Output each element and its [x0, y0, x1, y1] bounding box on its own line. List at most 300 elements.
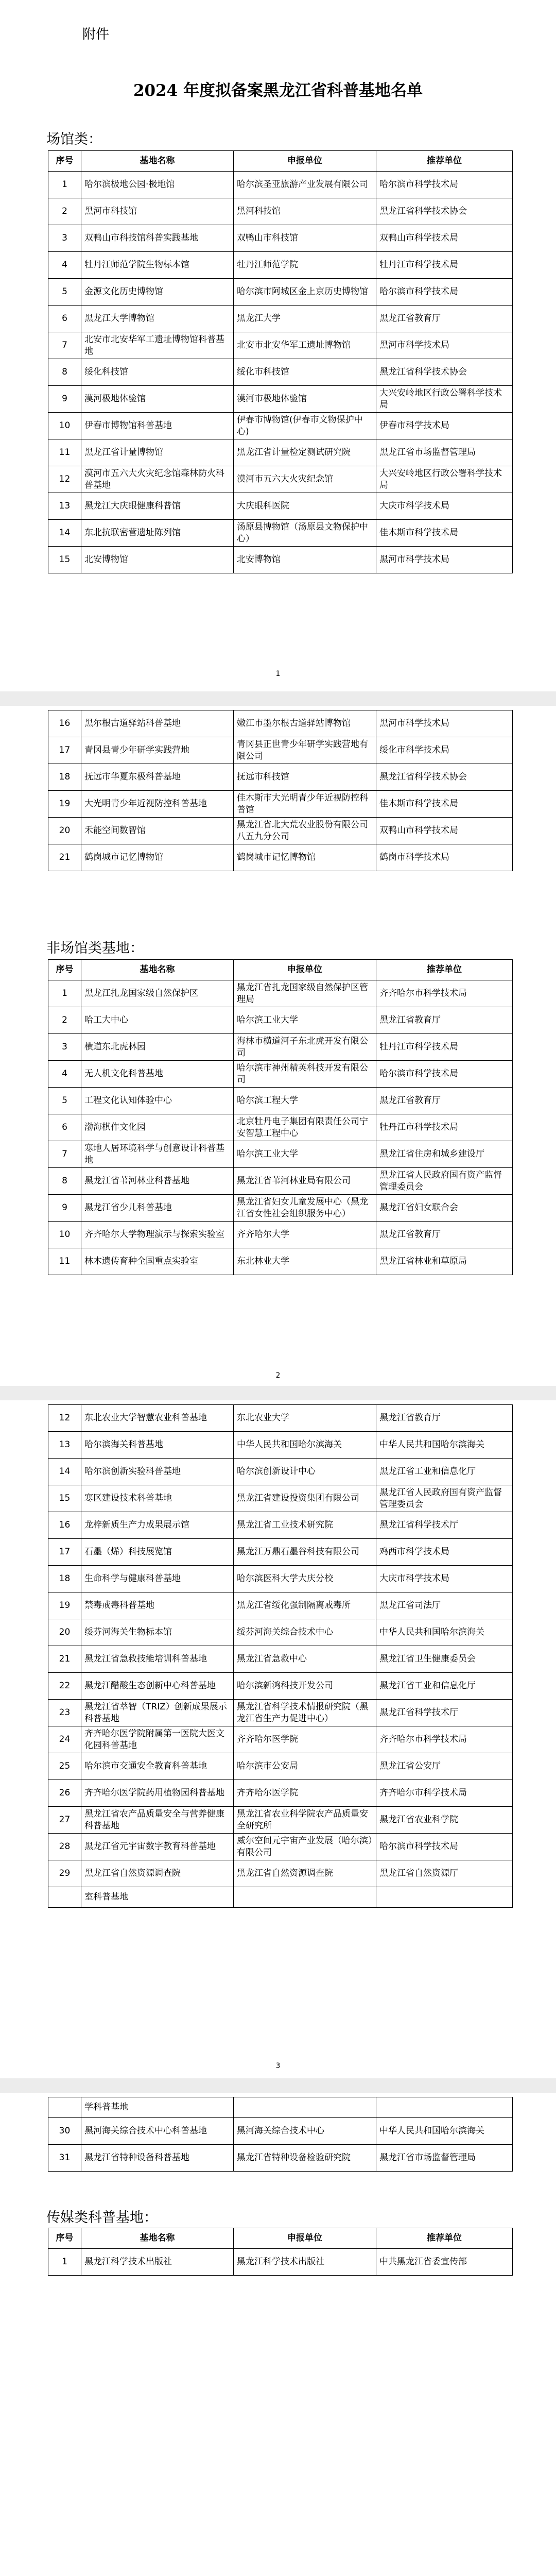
row-number: 21 — [48, 1646, 81, 1673]
row-number: 29 — [48, 1860, 81, 1887]
table-row — [48, 844, 513, 871]
row-base-name: 黑龙江省少儿科普基地 — [81, 1195, 234, 1222]
row-applicant: 哈尔滨创新设计中心 — [234, 1459, 376, 1485]
row-number: 9 — [48, 386, 81, 413]
row-recommender: 黑龙江省工业和信息化厅 — [376, 1459, 513, 1485]
row-base-name: 哈尔滨市交通安全教育科普基地 — [81, 1753, 234, 1780]
row-recommender: 双鸭山市科学技术局 — [376, 225, 513, 252]
row-recommender: 黑龙江省司法厅 — [376, 1592, 513, 1619]
row-base-name: 青冈县青少年研学实践营地 — [81, 737, 234, 764]
row-recommender: 佳木斯市科学技术局 — [376, 791, 513, 818]
row-recommender: 黑龙江省妇女联合会 — [376, 1195, 513, 1222]
row-number: 20 — [48, 1619, 81, 1646]
row-applicant: 黑龙江大学 — [234, 306, 376, 332]
table-row — [48, 1726, 513, 1753]
row-applicant: 黑龙江省建设投资集团有限公司 — [234, 1485, 376, 1512]
row-recommender: 大兴安岭地区行政公署科学技术局 — [376, 466, 513, 493]
table-row — [48, 547, 513, 573]
table-row — [48, 1007, 513, 1034]
row-number: 22 — [48, 1673, 81, 1700]
row-base-name: 齐齐哈尔医学院药用植物园科普基地 — [81, 1780, 234, 1807]
row-recommender: 黑河市科学技术局 — [376, 332, 513, 359]
row-number: 12 — [48, 1405, 81, 1432]
row-number: 4 — [48, 1061, 81, 1088]
row-applicant: 黑龙江省北大荒农业股份有限公司八五九分公司 — [234, 818, 376, 844]
row-applicant: 鹤岗城市记忆博物馆 — [234, 844, 376, 871]
row-applicant: 抚远市科技馆 — [234, 764, 376, 791]
table-row — [48, 1141, 513, 1168]
row-number: 15 — [48, 547, 81, 573]
row-number: 11 — [48, 439, 81, 466]
nonvenue-table-part-2 — [48, 1404, 513, 1908]
row-recommender: 黑龙江省教育厅 — [376, 1222, 513, 1248]
row-base-name: 伊春市博物馆科普基地 — [81, 413, 234, 439]
row-applicant: 齐齐哈尔大学 — [234, 1222, 376, 1248]
row-recommender: 黑龙江省科学技术协会 — [376, 359, 513, 386]
row-applicant: 哈尔滨新鸿科技开发公司 — [234, 1673, 376, 1700]
row-number: 17 — [48, 1539, 81, 1566]
row-recommender: 大庆市科学技术局 — [376, 1566, 513, 1592]
table-row — [48, 279, 513, 306]
row-base-name: 金源文化历史博物馆 — [81, 279, 234, 306]
row-recommender: 鹤岗市科学技术局 — [376, 844, 513, 871]
row-base-name: 黑龙江省急救技能培训科普基地 — [81, 1646, 234, 1673]
row-number: 3 — [48, 1034, 81, 1061]
row-recommender: 哈尔滨市科学技术局 — [376, 1834, 513, 1860]
table-row — [48, 1753, 513, 1780]
table-row — [48, 1485, 513, 1512]
page-number-2: 2 — [275, 1371, 281, 1380]
row-number: 1 — [48, 2249, 81, 2276]
table-row — [48, 1780, 513, 1807]
header-name: 基地名称 — [81, 2228, 234, 2249]
table-row — [48, 791, 513, 818]
table-row — [48, 1646, 513, 1673]
row-applicant: 海林市横道河子东北虎开发有限公司 — [234, 1034, 376, 1061]
row-number: 24 — [48, 1726, 81, 1753]
row-applicant: 齐齐哈尔医学院 — [234, 1726, 376, 1753]
row-recommender: 哈尔滨市科学技术局 — [376, 172, 513, 198]
row-applicant: 黑龙江省急救中心 — [234, 1646, 376, 1673]
row-recommender: 鸡西市科学技术局 — [376, 1539, 513, 1566]
header-no: 序号 — [48, 960, 81, 980]
row-recommender: 黑龙江省工业和信息化厅 — [376, 1673, 513, 1700]
row-number: 1 — [48, 172, 81, 198]
row-applicant: 哈尔滨医科大学大庆分校 — [234, 1566, 376, 1592]
row-number: 30 — [48, 2118, 81, 2145]
header-applicant: 申报单位 — [234, 2228, 376, 2249]
row-recommender: 黑龙江省教育厅 — [376, 1007, 513, 1034]
attachment-label: 附件 — [82, 27, 110, 42]
row-applicant: 绥化市科技馆 — [234, 359, 376, 386]
row-base-name: 哈尔滨创新实验科普基地 — [81, 1459, 234, 1485]
row-recommender: 黑龙江省卫生健康委员会 — [376, 1646, 513, 1673]
page-2 — [0, 706, 556, 1386]
row-base-name: 黑龙江省农产品质量安全与营养健康科普基地 — [81, 1807, 234, 1834]
row-number: 23 — [48, 1700, 81, 1726]
row-continuation: 室科普基地 — [81, 1887, 234, 1908]
row-recommender: 齐齐哈尔市科学技术局 — [376, 980, 513, 1007]
row-applicant: 黑龙江科学技术出版社 — [234, 2249, 376, 2276]
table-row — [48, 198, 513, 225]
row-base-name: 禁毒戒毒科普基地 — [81, 1592, 234, 1619]
table-row — [48, 172, 513, 198]
row-recommender: 佳木斯市科学技术局 — [376, 520, 513, 547]
row-number: 25 — [48, 1753, 81, 1780]
table-row — [48, 2145, 513, 2172]
row-recommender: 黑龙江省公安厅 — [376, 1753, 513, 1780]
row-number: 3 — [48, 225, 81, 252]
row-base-name: 东北农业大学智慧农业科普基地 — [81, 1405, 234, 1432]
page-title: 2024 年度拟备案黑龙江省科普基地名单 — [133, 81, 423, 100]
row-base-name: 黑龙江大学博物馆 — [81, 306, 234, 332]
row-base-name: 黑龙江大庆眼健康科普馆 — [81, 493, 234, 520]
page-gap — [0, 2078, 556, 2093]
header-applicant: 申报单位 — [234, 960, 376, 980]
table-row — [48, 737, 513, 764]
table-row — [48, 386, 513, 413]
row-applicant: 东北林业大学 — [234, 1248, 376, 1275]
page-gap — [0, 691, 556, 706]
header-recommender: 推荐单位 — [376, 2228, 513, 2249]
table-row — [48, 1432, 513, 1459]
table-row — [48, 1248, 513, 1275]
row-applicant: 哈尔滨圣亚旅游产业发展有限公司 — [234, 172, 376, 198]
row-base-name: 哈工大中心 — [81, 1007, 234, 1034]
table-row — [48, 1168, 513, 1195]
row-base-name: 绥化科技馆 — [81, 359, 234, 386]
header-recommender: 推荐单位 — [376, 960, 513, 980]
row-applicant: 大庆眼科医院 — [234, 493, 376, 520]
page-number-3: 3 — [275, 2062, 281, 2070]
header-no: 序号 — [48, 151, 81, 172]
venue-table-part-2 — [48, 710, 513, 871]
row-base-name: 黑龙江省元宇宙数字教育科普基地 — [81, 1834, 234, 1860]
row-recommender: 大庆市科学技术局 — [376, 493, 513, 520]
row-recommender: 黑龙江省市场监督管理局 — [376, 2145, 513, 2172]
nonvenue-table-part-3 — [48, 2097, 513, 2172]
table-row — [48, 980, 513, 1007]
row-base-name: 哈尔滨海关科普基地 — [81, 1432, 234, 1459]
row-applicant: 北安市北安华军工遗址博物馆 — [234, 332, 376, 359]
row-applicant: 黑龙江省科学技术情报研究院（黑龙江省生产力促进中心） — [234, 1700, 376, 1726]
row-base-name: 生命科学与健康科普基地 — [81, 1566, 234, 1592]
row-applicant: 黑龙江省绥化强制隔离戒毒所 — [234, 1592, 376, 1619]
row-recommender: 齐齐哈尔市科学技术局 — [376, 1780, 513, 1807]
page-gap — [0, 1386, 556, 1400]
row-number: 5 — [48, 1088, 81, 1114]
table-row — [48, 1592, 513, 1619]
row-applicant: 绥芬河海关综合技术中心 — [234, 1619, 376, 1646]
table-row — [48, 413, 513, 439]
row-number: 27 — [48, 1807, 81, 1834]
row-base-name: 鹤岗城市记忆博物馆 — [81, 844, 234, 871]
table-row — [48, 493, 513, 520]
row-recommender: 中共黑龙江省委宣传部 — [376, 2249, 513, 2276]
venue-section-heading: 场馆类： — [46, 131, 102, 147]
row-base-name: 大光明青少年近视防控科普基地 — [81, 791, 234, 818]
table-row — [48, 332, 513, 359]
row-number: 2 — [48, 198, 81, 225]
row-applicant: 伊春市博物馆(伊春市文物保护中心) — [234, 413, 376, 439]
row-base-name: 黑龙江省苇河林业科普基地 — [81, 1168, 234, 1195]
row-base-name: 石墨（烯）科技展览馆 — [81, 1539, 234, 1566]
row-number: 15 — [48, 1485, 81, 1512]
table-row — [48, 764, 513, 791]
row-applicant: 东北农业大学 — [234, 1405, 376, 1432]
row-applicant: 齐齐哈尔医学院 — [234, 1780, 376, 1807]
row-recommender: 中华人民共和国哈尔滨海关 — [376, 1619, 513, 1646]
header-name: 基地名称 — [81, 151, 234, 172]
row-number: 7 — [48, 332, 81, 359]
row-applicant: 黑龙江省工业技术研究院 — [234, 1512, 376, 1539]
row-applicant: 黑龙江省农业科学院农产品质量安全研究所 — [234, 1807, 376, 1834]
row-number: 16 — [48, 710, 81, 737]
row-base-name: 寒地人居环境科学与创意设计科普基地 — [81, 1141, 234, 1168]
row-number: 19 — [48, 791, 81, 818]
table-row — [48, 1088, 513, 1114]
row-applicant: 北京牡丹电子集团有限责任公司宁安智慧工程中心 — [234, 1114, 376, 1141]
row-base-name: 漠河极地体验馆 — [81, 386, 234, 413]
page-1 — [0, 0, 556, 691]
row-base-name: 哈尔滨极地公园·极地馆 — [81, 172, 234, 198]
row-base-name: 禾能空间数智馆 — [81, 818, 234, 844]
table-row — [48, 1673, 513, 1700]
row-recommender: 黑龙江省教育厅 — [376, 1088, 513, 1114]
header-applicant: 申报单位 — [234, 151, 376, 172]
table-row — [48, 1061, 513, 1088]
header-recommender: 推荐单位 — [376, 151, 513, 172]
row-base-name: 龙梓新质生产力成果展示馆 — [81, 1512, 234, 1539]
row-number: 2 — [48, 1007, 81, 1034]
row-number: 12 — [48, 466, 81, 493]
row-recommender: 齐齐哈尔市科学技术局 — [376, 1726, 513, 1753]
venue-table-part-1 — [48, 150, 513, 573]
row-number: 17 — [48, 737, 81, 764]
row-recommender: 牡丹江市科学技术局 — [376, 1034, 513, 1061]
row-base-name: 无人机文化科普基地 — [81, 1061, 234, 1088]
row-applicant: 嫩江市墨尔根古道驿站博物馆 — [234, 710, 376, 737]
row-applicant: 佳木斯市大光明青少年近视防控科普馆 — [234, 791, 376, 818]
row-applicant: 黑龙江省苇河林业局有限公司 — [234, 1168, 376, 1195]
row-recommender: 牡丹江市科学技术局 — [376, 252, 513, 279]
row-number: 6 — [48, 1114, 81, 1141]
row-number: 28 — [48, 1834, 81, 1860]
row-recommender: 黑龙江省自然资源厅 — [376, 1860, 513, 1887]
row-recommender: 大兴安岭地区行政公署科学技术局 — [376, 386, 513, 413]
row-number: 18 — [48, 1566, 81, 1592]
row-number: 1 — [48, 980, 81, 1007]
row-applicant: 哈尔滨市公安局 — [234, 1753, 376, 1780]
row-recommender: 黑河市科学技术局 — [376, 547, 513, 573]
row-applicant: 双鸭山市科技馆 — [234, 225, 376, 252]
row-base-name: 双鸭山市科技馆科普实践基地 — [81, 225, 234, 252]
row-applicant: 黑河海关综合技术中心 — [234, 2118, 376, 2145]
row-base-name: 寒区建设技术科普基地 — [81, 1485, 234, 1512]
row-applicant: 漠河市极地体验馆 — [234, 386, 376, 413]
row-base-name: 渤海棋作文化园 — [81, 1114, 234, 1141]
table-row — [48, 2249, 513, 2276]
table-row — [48, 520, 513, 547]
row-recommender: 哈尔滨市科学技术局 — [376, 279, 513, 306]
row-applicant: 黑龙江省扎龙国家级自然保护区管理局 — [234, 980, 376, 1007]
row-applicant: 哈尔滨工程大学 — [234, 1088, 376, 1114]
row-applicant: 中华人民共和国哈尔滨海关 — [234, 1432, 376, 1459]
row-number: 14 — [48, 520, 81, 547]
table-row — [48, 1512, 513, 1539]
table-row — [48, 1459, 513, 1485]
table-row — [48, 1539, 513, 1566]
row-number: 31 — [48, 2145, 81, 2172]
table-row — [48, 1405, 513, 1432]
row-applicant: 黑龙江省特种设备检验研究院 — [234, 2145, 376, 2172]
row-number: 13 — [48, 493, 81, 520]
row-recommender: 牡丹江市科学技术局 — [376, 1114, 513, 1141]
row-recommender: 黑龙江省科学技术厅 — [376, 1700, 513, 1726]
header-no: 序号 — [48, 2228, 81, 2249]
row-base-name: 黑龙江醋酸生态创新中心科普基地 — [81, 1673, 234, 1700]
row-recommender: 黑龙江省人民政府国有资产监督管理委员会 — [376, 1168, 513, 1195]
row-applicant: 哈尔滨工业大学 — [234, 1007, 376, 1034]
row-recommender: 伊春市科学技术局 — [376, 413, 513, 439]
table-row — [48, 1195, 513, 1222]
row-number: 4 — [48, 252, 81, 279]
row-number: 10 — [48, 1222, 81, 1248]
table-row — [48, 1807, 513, 1834]
row-number: 26 — [48, 1780, 81, 1807]
row-number: 13 — [48, 1432, 81, 1459]
row-recommender: 黑龙江省人民政府国有资产监督管理委员会 — [376, 1485, 513, 1512]
row-recommender: 黑龙江省科学技术协会 — [376, 198, 513, 225]
table-row — [48, 1860, 513, 1887]
row-base-name: 东北抗联密营遗址陈列馆 — [81, 520, 234, 547]
row-applicant: 哈尔滨市阿城区金上京历史博物馆 — [234, 279, 376, 306]
table-row — [48, 1700, 513, 1726]
page-number-1: 1 — [275, 670, 281, 678]
row-base-name: 黑龙江省计量博物馆 — [81, 439, 234, 466]
table-row — [48, 439, 513, 466]
table-row — [48, 1034, 513, 1061]
row-base-name: 黑龙江扎龙国家级自然保护区 — [81, 980, 234, 1007]
row-recommender: 黑龙江省教育厅 — [376, 1405, 513, 1432]
table-row — [48, 466, 513, 493]
row-base-name: 漠河市五六大火灾纪念馆森林防火科普基地 — [81, 466, 234, 493]
row-applicant: 黑龙江万鼎石墨谷科技有限公司 — [234, 1539, 376, 1566]
row-applicant: 黑龙江省计量检定测试研究院 — [234, 439, 376, 466]
row-recommender: 黑龙江省市场监督管理局 — [376, 439, 513, 466]
table-row — [48, 818, 513, 844]
header-name: 基地名称 — [81, 960, 234, 980]
row-recommender: 中华人民共和国哈尔滨海关 — [376, 1432, 513, 1459]
row-applicant: 黑龙江省自然资源调查院 — [234, 1860, 376, 1887]
page-3 — [0, 1400, 556, 2078]
table-row — [48, 710, 513, 737]
row-base-name: 林木遗传育种全国重点实验室 — [81, 1248, 234, 1275]
row-base-name: 齐齐哈尔医学院附属第一医院大医文化园科普基地 — [81, 1726, 234, 1753]
table-row — [48, 1114, 513, 1141]
table-row — [48, 252, 513, 279]
nonvenue-section-heading: 非场馆类基地： — [46, 940, 144, 956]
table-row — [48, 2118, 513, 2145]
table-row — [48, 359, 513, 386]
row-applicant: 北安博物馆 — [234, 547, 376, 573]
row-recommender: 哈尔滨市科学技术局 — [376, 1061, 513, 1088]
row-number: 11 — [48, 1248, 81, 1275]
row-base-name: 北安博物馆 — [81, 547, 234, 573]
row-number: 21 — [48, 844, 81, 871]
row-recommender: 双鸭山市科学技术局 — [376, 818, 513, 844]
row-base-name: 黑龙江省自然资源调查院 — [81, 1860, 234, 1887]
row-number: 16 — [48, 1512, 81, 1539]
nonvenue-table-part-1 — [48, 959, 513, 1275]
media-table — [48, 2228, 513, 2276]
row-applicant: 青冈县正世青少年研学实践营地有限公司 — [234, 737, 376, 764]
row-base-name: 黑河海关综合技术中心科普基地 — [81, 2118, 234, 2145]
row-recommender: 黑龙江省住房和城乡建设厅 — [376, 1141, 513, 1168]
row-applicant: 哈尔滨工业大学 — [234, 1141, 376, 1168]
row-base-name: 工程文化认知体验中心 — [81, 1088, 234, 1114]
row-number: 10 — [48, 413, 81, 439]
row-base-name: 抚远市华夏东极科普基地 — [81, 764, 234, 791]
row-applicant: 威尔空间元宇宙产业发展（哈尔滨）有限公司 — [234, 1834, 376, 1860]
row-applicant: 汤原县博物馆（汤原县文物保护中心） — [234, 520, 376, 547]
row-base-name: 牡丹江师范学院生物标本馆 — [81, 252, 234, 279]
row-base-name: 黑尔根古道驿站科普基地 — [81, 710, 234, 737]
row-number: 6 — [48, 306, 81, 332]
row-applicant: 漠河市五六大火灾纪念馆 — [234, 466, 376, 493]
row-number: 18 — [48, 764, 81, 791]
row-recommender: 黑龙江省农业科学院 — [376, 1807, 513, 1834]
row-number: 8 — [48, 359, 81, 386]
row-number: 14 — [48, 1459, 81, 1485]
row-recommender: 黑龙江省科学技术协会 — [376, 764, 513, 791]
table-row — [48, 1222, 513, 1248]
media-section-heading: 传媒类科普基地： — [46, 2210, 158, 2226]
row-number: 7 — [48, 1141, 81, 1168]
row-number: 9 — [48, 1195, 81, 1222]
table-row — [48, 306, 513, 332]
row-applicant: 牡丹江师范学院 — [234, 252, 376, 279]
row-base-name: 横道东北虎林园 — [81, 1034, 234, 1061]
table-row — [48, 1619, 513, 1646]
table-row — [48, 1834, 513, 1860]
row-base-name: 齐齐哈尔大学物理演示与探索实验室 — [81, 1222, 234, 1248]
row-base-name: 北安市北安华军工遗址博物馆科普基地 — [81, 332, 234, 359]
page-4 — [0, 2093, 556, 2576]
row-recommender: 中华人民共和国哈尔滨海关 — [376, 2118, 513, 2145]
row-recommender: 黑龙江省教育厅 — [376, 306, 513, 332]
row-continuation: 学科普基地 — [81, 2097, 234, 2118]
row-applicant: 黑河科技馆 — [234, 198, 376, 225]
row-number: 20 — [48, 818, 81, 844]
row-number: 5 — [48, 279, 81, 306]
table-row — [48, 225, 513, 252]
row-number: 8 — [48, 1168, 81, 1195]
row-recommender: 黑龙江省林业和草原局 — [376, 1248, 513, 1275]
row-base-name: 黑河市科技馆 — [81, 198, 234, 225]
row-recommender: 黑河市科学技术局 — [376, 710, 513, 737]
row-base-name: 黑龙江省特种设备科普基地 — [81, 2145, 234, 2172]
row-base-name: 绥芬河海关生物标本馆 — [81, 1619, 234, 1646]
table-row — [48, 1566, 513, 1592]
row-base-name: 黑龙江省萃智（TRIZ）创新成果展示科普基地 — [81, 1700, 234, 1726]
row-applicant: 黑龙江省妇女儿童发展中心（黑龙江省女性社会组织服务中心） — [234, 1195, 376, 1222]
row-recommender: 黑龙江省科学技术厅 — [376, 1512, 513, 1539]
row-number: 19 — [48, 1592, 81, 1619]
row-recommender: 绥化市科学技术局 — [376, 737, 513, 764]
row-applicant: 哈尔滨市神州精英科技开发有限公司 — [234, 1061, 376, 1088]
row-base-name: 黑龙江科学技术出版社 — [81, 2249, 234, 2276]
